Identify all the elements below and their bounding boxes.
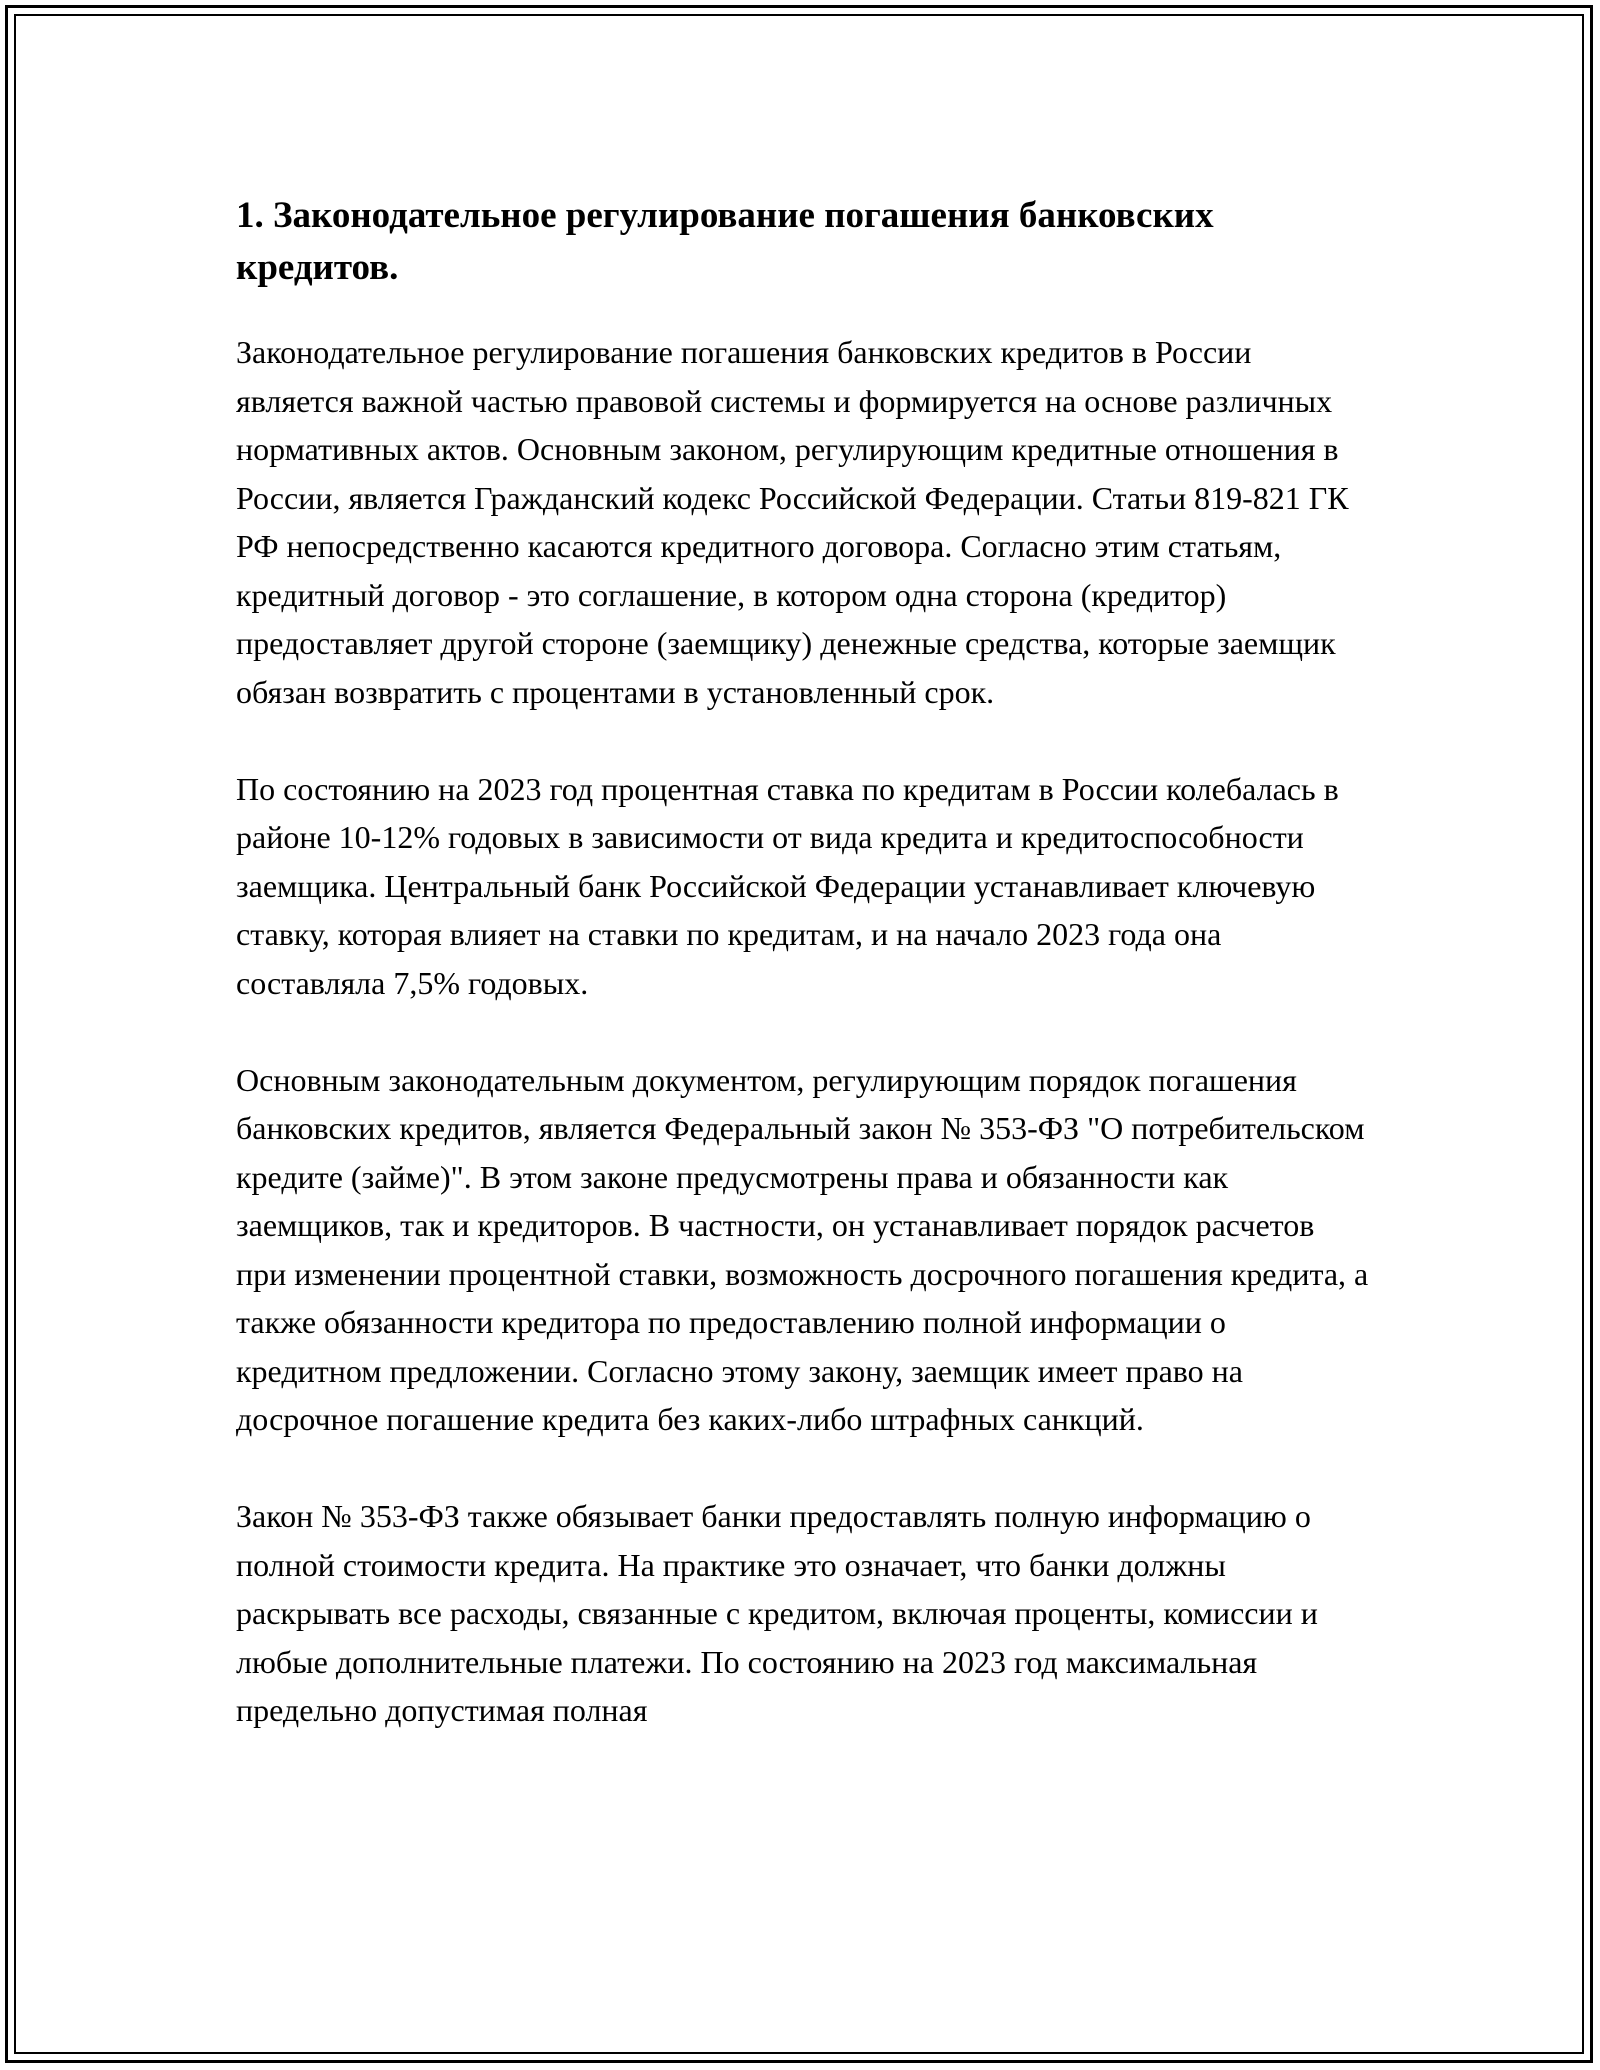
paragraph-interest-rates: По состоянию на 2023 год процентная ставка по кредитам в России колебалась в районе 10-12% годовых в зависимости от вида кредита и кредитоспособности заемщика. Центральный банк Российской Федерации устанавливает ключевую ставку, которая влияет на ставки по кредитам, и на начало 2023 года она составляла 7,5% годовых.	[236, 770, 1339, 1001]
paragraph-federal-law-353: Основным законодательным документом, регулирующим порядок погашения банковских кредитов, является Федеральный закон № 353-ФЗ "О потребительском кредите (займе)". В этом законе предусмотрены права и обязанности как заемщиков, так и кредиторов. В частности, он устанавливает порядок расчетов при изменении процентной ставки, возможность досрочного погашения кредита, а также обязанности кредитора по предоставлению полной информации о кредитном предложении. Согласно этому закону, заемщик имеет право на досрочное погашение кредита без каких-либо штрафных санкций.	[236, 1061, 1369, 1437]
paragraph-full-cost-disclosure: Закон № 353-ФЗ также обязывает банки предоставлять полную информацию о полной стоимости кредита. На практике это означает, что банки должны раскрывать все расходы, связанные с кредитом, включая проценты, комиссии и любые дополнительные платежи. По состоянию на 2023 год максимальная предельно допустимая полная	[236, 1498, 1318, 1728]
document-body	[236, 190, 1372, 1783]
paragraph-civil-code: Законодательное регулирование погашения банковских кредитов в России является важной частью правовой системы и формируется на основе различных нормативных актов. Основным законом, регулирующим кредитные отношения в России, является Гражданский кодекс Российской Федерации. Статьи 819-821 ГК РФ непосредственно касаются кредитного договора. Согласно этим статьям, кредитный договор - это соглашение, в котором одна сторона (кредитор) предоставляет другой стороне (заемщику) денежные средства, которые заемщик обязан возвратить с процентами в установленный срок.	[236, 334, 1349, 710]
section-heading: 1. Законодательное регулирование погашения банковских кредитов.	[236, 195, 1214, 288]
